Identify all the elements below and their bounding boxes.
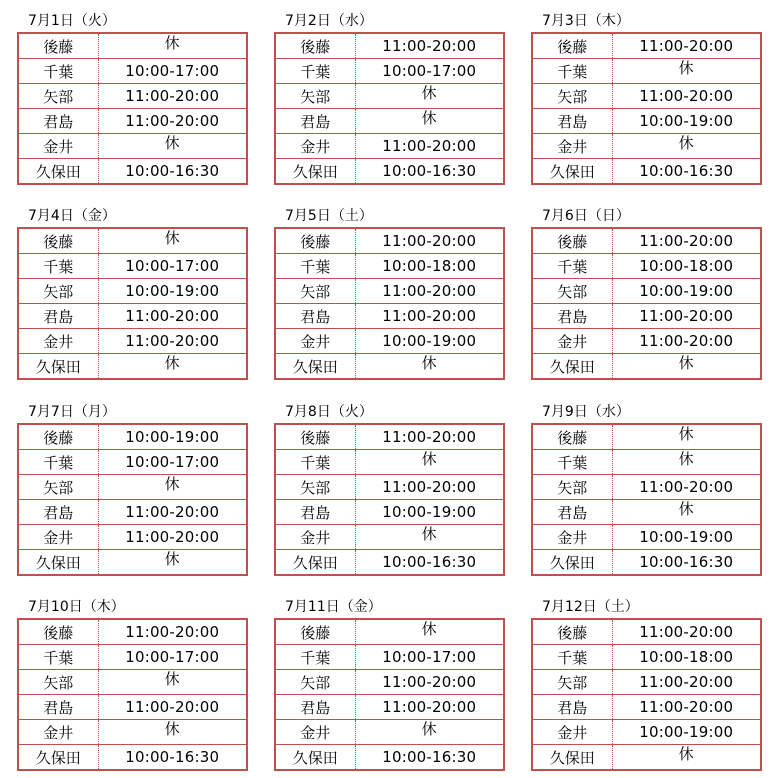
staff-name: 金井 xyxy=(275,525,355,550)
day-schedule-10 xyxy=(17,596,248,766)
shift-time: 11:00-20:00 xyxy=(355,695,504,720)
day-schedule-12 xyxy=(531,596,762,766)
day-schedule-5 xyxy=(274,205,505,375)
table-row xyxy=(275,720,504,745)
shift-time: 11:00-20:00 xyxy=(98,109,247,134)
table-row xyxy=(18,228,247,254)
table-row xyxy=(532,33,761,59)
staff-name: 金井 xyxy=(532,329,612,354)
shift-time: 10:00-17:00 xyxy=(98,450,247,475)
shift-time: 11:00-20:00 xyxy=(612,695,761,720)
staff-name: 矢部 xyxy=(532,279,612,304)
table-row xyxy=(532,59,761,84)
table-row xyxy=(18,475,247,500)
staff-name: 金井 xyxy=(275,329,355,354)
shift-time: 休 xyxy=(98,33,247,59)
table-row xyxy=(532,550,761,576)
table-row xyxy=(275,84,504,109)
table-row xyxy=(18,695,247,720)
day-title: 7月6日（日） xyxy=(542,208,630,224)
staff-name: 千葉 xyxy=(532,645,612,670)
table-row xyxy=(275,228,504,254)
table-row xyxy=(275,695,504,720)
table-row xyxy=(532,84,761,109)
table-row xyxy=(275,450,504,475)
staff-name: 久保田 xyxy=(18,159,98,185)
day-schedule-9 xyxy=(531,401,762,571)
table-row xyxy=(275,525,504,550)
day-title: 7月12日（土） xyxy=(542,599,639,615)
table-row xyxy=(532,525,761,550)
day-schedule-7 xyxy=(17,401,248,571)
day-title: 7月9日（水） xyxy=(542,404,630,420)
shift-time: 10:00-16:30 xyxy=(382,748,477,766)
staff-name: 矢部 xyxy=(18,670,98,695)
table-row xyxy=(275,33,504,59)
table-row xyxy=(275,59,504,84)
table-row xyxy=(18,159,247,185)
staff-name: 久保田 xyxy=(532,354,612,380)
table-row xyxy=(532,670,761,695)
shift-time: 10:00-19:00 xyxy=(612,720,761,745)
table-row xyxy=(275,645,504,670)
shift-time: 休 xyxy=(98,134,247,159)
table-row xyxy=(532,134,761,159)
shift-time: 11:00-20:00 xyxy=(355,228,504,254)
table-row xyxy=(275,670,504,695)
table-row xyxy=(18,500,247,525)
shift-time: 休 xyxy=(98,475,247,500)
shift-table xyxy=(274,32,505,185)
shift-time: 休 xyxy=(355,720,504,745)
staff-name: 後藤 xyxy=(275,33,355,59)
shift-time: 11:00-20:00 xyxy=(612,304,761,329)
staff-name: 千葉 xyxy=(18,450,98,475)
table-row xyxy=(18,550,247,576)
table-row xyxy=(532,228,761,254)
shift-time: 11:00-20:00 xyxy=(355,134,504,159)
table-row xyxy=(532,695,761,720)
table-row xyxy=(18,304,247,329)
table-row xyxy=(532,304,761,329)
staff-name: 金井 xyxy=(275,134,355,159)
staff-name: 千葉 xyxy=(18,254,98,279)
day-schedule-4 xyxy=(17,205,248,375)
table-row xyxy=(18,645,247,670)
staff-name: 君島 xyxy=(532,304,612,329)
staff-name: 君島 xyxy=(18,500,98,525)
table-row xyxy=(18,720,247,745)
staff-name: 久保田 xyxy=(275,745,355,771)
table-row xyxy=(18,109,247,134)
day-title: 7月1日（火） xyxy=(28,13,116,29)
shift-time: 11:00-20:00 xyxy=(355,670,504,695)
table-row xyxy=(275,254,504,279)
staff-name: 千葉 xyxy=(532,450,612,475)
table-row xyxy=(532,109,761,134)
shift-time: 11:00-20:00 xyxy=(98,695,247,720)
table-row xyxy=(532,500,761,525)
shift-time: 10:00-16:30 xyxy=(125,748,220,766)
staff-name: 後藤 xyxy=(532,424,612,450)
shift-time: 休 xyxy=(355,450,504,475)
table-row xyxy=(18,279,247,304)
staff-name: 君島 xyxy=(18,109,98,134)
staff-name: 久保田 xyxy=(275,550,355,576)
day-schedule-2 xyxy=(274,10,505,180)
day-title: 7月3日（木） xyxy=(542,13,630,29)
staff-name: 君島 xyxy=(275,304,355,329)
shift-time: 10:00-18:00 xyxy=(612,254,761,279)
shift-time: 休 xyxy=(164,550,180,568)
shift-time: 11:00-20:00 xyxy=(98,329,247,354)
staff-name: 後藤 xyxy=(275,228,355,254)
shift-time: 休 xyxy=(164,354,180,372)
staff-name: 矢部 xyxy=(18,279,98,304)
shift-time: 11:00-20:00 xyxy=(98,304,247,329)
shift-time: 11:00-20:00 xyxy=(98,500,247,525)
shift-time: 休 xyxy=(612,134,761,159)
staff-name: 千葉 xyxy=(275,450,355,475)
staff-name: 矢部 xyxy=(532,670,612,695)
shift-table xyxy=(274,423,505,576)
staff-name: 君島 xyxy=(532,695,612,720)
table-row xyxy=(532,279,761,304)
shift-time: 11:00-20:00 xyxy=(98,619,247,645)
staff-name: 久保田 xyxy=(532,159,612,185)
shift-time: 11:00-20:00 xyxy=(612,84,761,109)
staff-name: 久保田 xyxy=(18,550,98,576)
shift-time: 休 xyxy=(678,745,694,763)
staff-name: 久保田 xyxy=(532,550,612,576)
staff-name: 矢部 xyxy=(275,84,355,109)
shift-table xyxy=(274,618,505,771)
staff-name: 君島 xyxy=(275,500,355,525)
staff-name: 君島 xyxy=(18,695,98,720)
shift-time: 11:00-20:00 xyxy=(355,304,504,329)
staff-name: 後藤 xyxy=(18,424,98,450)
shift-time: 11:00-20:00 xyxy=(612,228,761,254)
day-title: 7月4日（金） xyxy=(28,208,116,224)
day-schedule-1 xyxy=(17,10,248,180)
shift-time: 10:00-16:30 xyxy=(382,553,477,571)
shift-time: 10:00-16:30 xyxy=(125,162,220,180)
table-row xyxy=(532,619,761,645)
shift-time: 10:00-19:00 xyxy=(612,279,761,304)
shift-time: 10:00-19:00 xyxy=(355,329,504,354)
day-title: 7月7日（月） xyxy=(28,404,116,420)
day-title: 7月11日（金） xyxy=(285,599,382,615)
staff-name: 君島 xyxy=(18,304,98,329)
table-row xyxy=(18,450,247,475)
day-title: 7月2日（水） xyxy=(285,13,373,29)
table-row xyxy=(275,329,504,354)
shift-time: 10:00-19:00 xyxy=(355,500,504,525)
staff-name: 金井 xyxy=(532,134,612,159)
shift-time: 10:00-16:30 xyxy=(382,162,477,180)
shift-time: 11:00-20:00 xyxy=(612,475,761,500)
shift-time: 10:00-19:00 xyxy=(612,109,761,134)
table-row xyxy=(532,745,761,771)
shift-time: 10:00-16:30 xyxy=(639,162,734,180)
shift-time: 11:00-20:00 xyxy=(355,279,504,304)
table-row xyxy=(532,475,761,500)
table-row xyxy=(532,450,761,475)
table-row xyxy=(275,475,504,500)
table-row xyxy=(275,354,504,380)
shift-time: 10:00-19:00 xyxy=(98,279,247,304)
shift-time: 休 xyxy=(612,450,761,475)
table-row xyxy=(532,645,761,670)
staff-name: 後藤 xyxy=(532,228,612,254)
table-row xyxy=(532,254,761,279)
shift-time: 11:00-20:00 xyxy=(98,525,247,550)
shift-time: 11:00-20:00 xyxy=(355,33,504,59)
staff-name: 久保田 xyxy=(18,745,98,771)
shift-time: 10:00-17:00 xyxy=(98,645,247,670)
shift-time: 11:00-20:00 xyxy=(612,619,761,645)
staff-name: 君島 xyxy=(532,500,612,525)
day-schedule-3 xyxy=(531,10,762,180)
shift-time: 休 xyxy=(355,525,504,550)
staff-name: 後藤 xyxy=(275,619,355,645)
shift-time: 休 xyxy=(98,720,247,745)
shift-time: 休 xyxy=(98,670,247,695)
staff-name: 後藤 xyxy=(532,33,612,59)
staff-name: 金井 xyxy=(532,720,612,745)
staff-name: 矢部 xyxy=(275,475,355,500)
shift-time: 10:00-18:00 xyxy=(355,254,504,279)
staff-name: 千葉 xyxy=(18,59,98,84)
staff-name: 千葉 xyxy=(275,59,355,84)
staff-name: 金井 xyxy=(18,720,98,745)
shift-table xyxy=(17,227,248,380)
staff-name: 金井 xyxy=(18,525,98,550)
shift-time: 休 xyxy=(612,500,761,525)
shift-table xyxy=(531,32,762,185)
staff-name: 久保田 xyxy=(275,354,355,380)
shift-time: 10:00-18:00 xyxy=(612,645,761,670)
shift-time: 10:00-19:00 xyxy=(98,424,247,450)
table-row xyxy=(532,329,761,354)
table-row xyxy=(18,33,247,59)
table-row xyxy=(275,745,504,771)
shift-table xyxy=(531,423,762,576)
shift-time: 10:00-17:00 xyxy=(355,645,504,670)
shift-time: 休 xyxy=(612,59,761,84)
shift-time: 11:00-20:00 xyxy=(612,670,761,695)
shift-table xyxy=(17,618,248,771)
staff-name: 千葉 xyxy=(532,254,612,279)
table-row xyxy=(532,720,761,745)
day-title: 7月10日（木） xyxy=(28,599,125,615)
shift-time: 11:00-20:00 xyxy=(612,33,761,59)
table-row xyxy=(18,84,247,109)
table-row xyxy=(532,424,761,450)
table-row xyxy=(532,159,761,185)
staff-name: 矢部 xyxy=(18,84,98,109)
table-row xyxy=(18,670,247,695)
table-row xyxy=(18,525,247,550)
table-row xyxy=(18,619,247,645)
staff-name: 矢部 xyxy=(275,279,355,304)
table-row xyxy=(18,745,247,771)
staff-name: 矢部 xyxy=(18,475,98,500)
staff-name: 金井 xyxy=(18,134,98,159)
staff-name: 後藤 xyxy=(275,424,355,450)
staff-name: 矢部 xyxy=(275,670,355,695)
staff-name: 金井 xyxy=(275,720,355,745)
shift-time: 11:00-20:00 xyxy=(612,329,761,354)
table-row xyxy=(275,279,504,304)
staff-name: 後藤 xyxy=(18,228,98,254)
staff-name: 後藤 xyxy=(532,619,612,645)
table-row xyxy=(18,354,247,380)
day-schedule-6 xyxy=(531,205,762,375)
day-title: 7月8日（火） xyxy=(285,404,373,420)
shift-time: 10:00-17:00 xyxy=(355,59,504,84)
shift-time: 休 xyxy=(612,424,761,450)
staff-name: 久保田 xyxy=(275,159,355,185)
shift-time: 10:00-17:00 xyxy=(98,254,247,279)
staff-name: 千葉 xyxy=(532,59,612,84)
staff-name: 君島 xyxy=(275,109,355,134)
staff-name: 後藤 xyxy=(18,619,98,645)
staff-name: 千葉 xyxy=(275,645,355,670)
table-row xyxy=(18,424,247,450)
table-row xyxy=(275,424,504,450)
shift-table xyxy=(531,618,762,771)
shift-time: 10:00-19:00 xyxy=(612,525,761,550)
shift-time: 11:00-20:00 xyxy=(355,424,504,450)
staff-name: 久保田 xyxy=(532,745,612,771)
shift-time: 休 xyxy=(355,619,504,645)
table-row xyxy=(275,304,504,329)
table-row xyxy=(532,354,761,380)
shift-time: 11:00-20:00 xyxy=(98,84,247,109)
staff-name: 金井 xyxy=(532,525,612,550)
table-row xyxy=(18,59,247,84)
shift-table xyxy=(274,227,505,380)
table-row xyxy=(275,109,504,134)
table-row xyxy=(18,134,247,159)
staff-name: 君島 xyxy=(275,695,355,720)
table-row xyxy=(275,619,504,645)
table-row xyxy=(275,500,504,525)
staff-name: 君島 xyxy=(532,109,612,134)
shift-time: 10:00-16:30 xyxy=(639,553,734,571)
shift-table xyxy=(17,32,248,185)
day-schedule-8 xyxy=(274,401,505,571)
day-schedule-11 xyxy=(274,596,505,766)
staff-name: 千葉 xyxy=(18,645,98,670)
shift-time: 休 xyxy=(678,354,694,372)
shift-time: 10:00-17:00 xyxy=(98,59,247,84)
table-row xyxy=(275,159,504,185)
day-title: 7月5日（土） xyxy=(285,208,373,224)
shift-table xyxy=(17,423,248,576)
shift-table xyxy=(531,227,762,380)
staff-name: 後藤 xyxy=(18,33,98,59)
shift-time: 休 xyxy=(355,84,504,109)
table-row xyxy=(18,329,247,354)
table-row xyxy=(18,254,247,279)
staff-name: 久保田 xyxy=(18,354,98,380)
table-row xyxy=(275,134,504,159)
staff-name: 千葉 xyxy=(275,254,355,279)
shift-time: 休 xyxy=(355,109,504,134)
staff-name: 金井 xyxy=(18,329,98,354)
staff-name: 矢部 xyxy=(532,475,612,500)
shift-time: 11:00-20:00 xyxy=(355,475,504,500)
table-row xyxy=(275,550,504,576)
staff-name: 矢部 xyxy=(532,84,612,109)
shift-time: 休 xyxy=(98,228,247,254)
shift-time: 休 xyxy=(421,354,437,372)
